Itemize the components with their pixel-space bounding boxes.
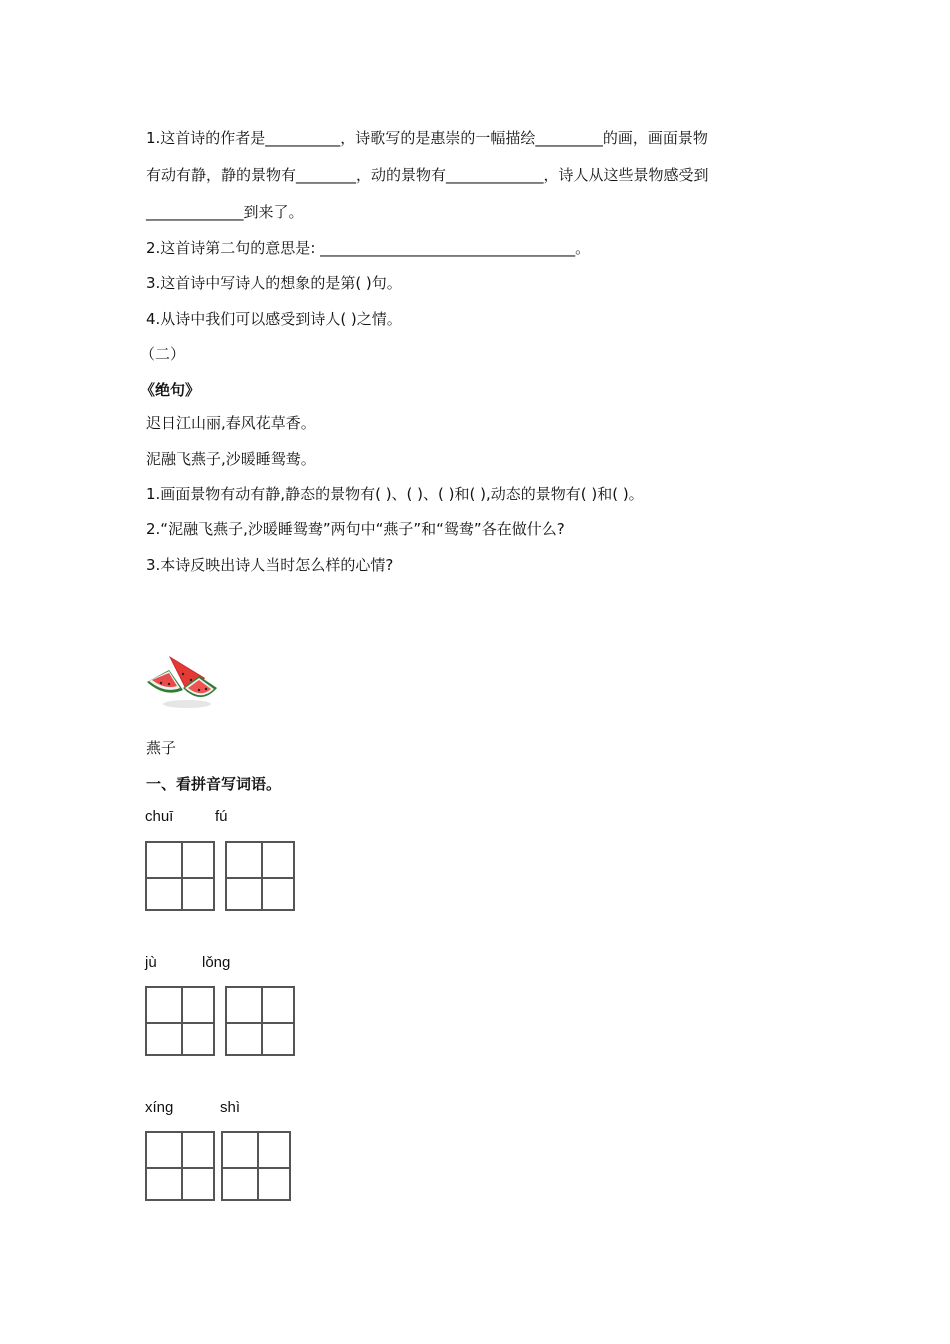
poem-line-1: 迟日江山丽,春风花草香。 bbox=[146, 414, 316, 432]
pinyin-3a: xíng bbox=[145, 1099, 174, 1116]
pinyin-1b: fú bbox=[215, 808, 228, 825]
lesson-title: 燕子 bbox=[146, 739, 177, 757]
question-2: 2.这首诗第二句的意思是: __________________________________。 bbox=[146, 239, 591, 257]
poem-question-1: 1.画面景物有动有静,静态的景物有( )、( )、( )和( ),动态的景物有( )和( )。 bbox=[146, 485, 644, 503]
pinyin-3b: shì bbox=[220, 1099, 241, 1116]
section-label: （二） bbox=[140, 345, 186, 363]
writing-box[interactable] bbox=[145, 986, 215, 1056]
question-1-line-3: _____________到来了。 bbox=[146, 203, 304, 221]
writing-box[interactable] bbox=[225, 986, 295, 1056]
question-1-line-1: 1.这首诗的作者是__________，诗歌写的是惠崇的一幅描绘_________的画，画面景物 bbox=[146, 129, 708, 147]
poem-line-2: 泥融飞燕子,沙暖睡鸳鸯。 bbox=[146, 450, 316, 468]
pinyin-1a: chuī bbox=[145, 808, 174, 825]
poem-question-3: 3.本诗反映出诗人当时怎么样的心情? bbox=[146, 556, 394, 574]
pinyin-2a: jù bbox=[145, 954, 157, 971]
question-3: 3.这首诗中写诗人的想象的是第( )句。 bbox=[146, 274, 402, 292]
exercise-heading: 一、看拼音写词语。 bbox=[146, 775, 282, 793]
watermelon-icon bbox=[143, 652, 217, 712]
question-4: 4.从诗中我们可以感受到诗人( )之情。 bbox=[146, 310, 402, 328]
question-1-line-2: 有动有静，静的景物有________，动的景物有_____________，诗人从这些景物感受到 bbox=[146, 166, 709, 184]
writing-box[interactable] bbox=[145, 1131, 215, 1201]
pinyin-2b: lǒng bbox=[202, 954, 231, 971]
writing-box[interactable] bbox=[225, 841, 295, 911]
writing-box[interactable] bbox=[221, 1131, 291, 1201]
writing-box[interactable] bbox=[145, 841, 215, 911]
poem-question-2: 2.“泥融飞燕子,沙暖睡鸳鸯”两句中“燕子”和“鸳鸯”各在做什么? bbox=[146, 520, 565, 538]
poem-title: 《绝句》 bbox=[140, 381, 201, 399]
